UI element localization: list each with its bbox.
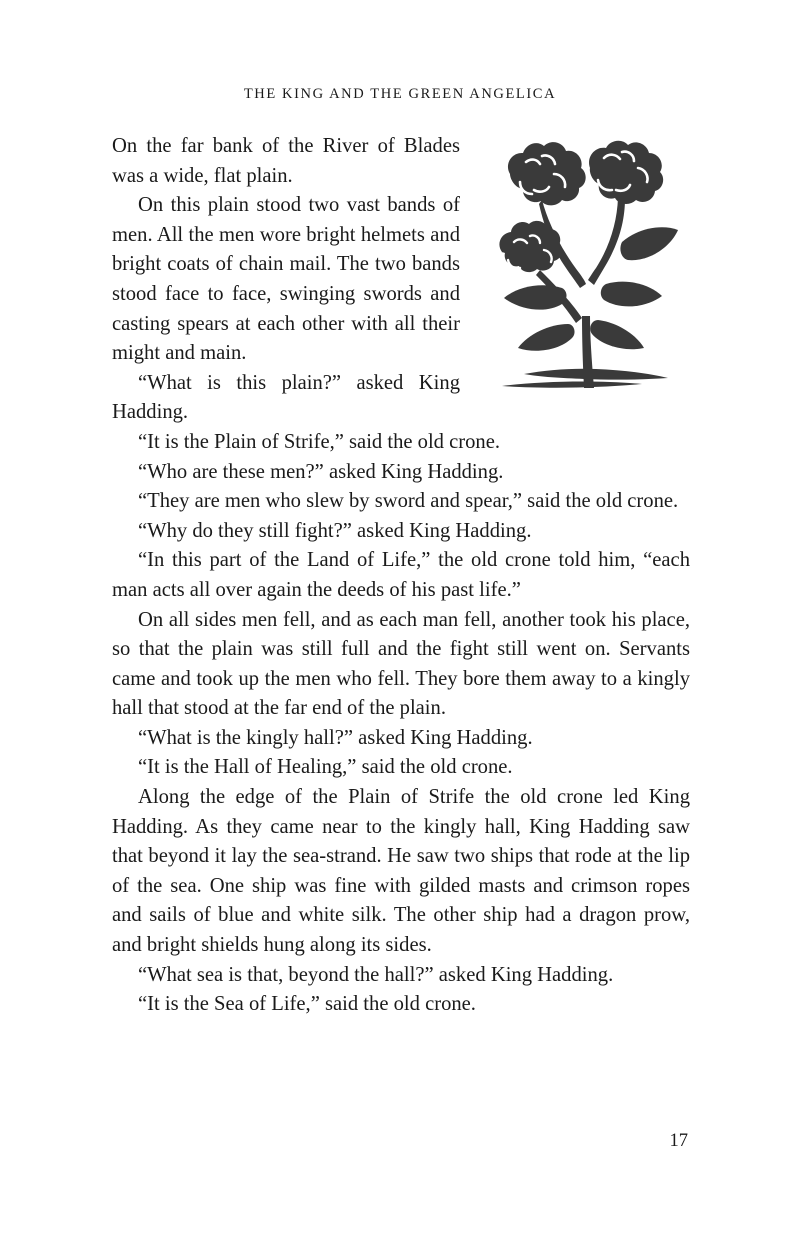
paragraph-9: On all sides men fell, and as each man fell, another took his place, so that the plain was still full and the fight still went on. Servants came and took up the men who fell. They bore them away to a kingly hall that stood at the far end of the plain. xyxy=(112,608,690,720)
flowering-plant-woodcut-illustration xyxy=(482,134,690,402)
paragraph-8: “In this part of the Land of Life,” the old crone told him, “each man acts all over again the deeds of his past life.” xyxy=(112,549,690,601)
paragraph-13: “What sea is that, beyond the hall?” asked King Hadding. xyxy=(138,963,614,986)
paragraph-3: “What is this plain?” asked King Hadding. xyxy=(112,371,460,424)
paragraph-12: Along the edge of the Plain of Strife the old crone led King Hadding. As they came near to the kingly hall, King Hadding saw that beyond it lay the sea-strand. He saw two ships that rode at the lip of the sea. One ship was fine with gilded masts and crimson ropes and sails of blue and white silk. The other ship had a dragon prow, and bright shields hung along its sides. xyxy=(112,786,690,957)
page-number: 17 xyxy=(669,1131,688,1151)
paragraph-11: “It is the Hall of Healing,” said the old crone. xyxy=(138,756,513,779)
paragraph-1: On the far bank of the River of Blades was a wide, flat plain. xyxy=(112,135,460,187)
paragraph-5: “Who are these men?” asked King Hadding. xyxy=(138,460,504,483)
paragraph-14: “It is the Sea of Life,” said the old crone. xyxy=(138,993,476,1016)
paragraph-7: “Why do they still fight?” asked King Hadding. xyxy=(138,519,532,542)
running-head: THE KING AND THE GREEN ANGELICA xyxy=(243,86,557,102)
paragraph-2: On this plain stood two vast bands of men. All the men wore bright helmets and bright coats of chain mail. The two bands stood face to face, swinging swords and casting spears at each other with all their might and main. xyxy=(112,194,460,365)
paragraph-10: “What is the kingly hall?” asked King Hadding. xyxy=(138,726,533,749)
page-body xyxy=(112,132,690,1020)
paragraph-6: “They are men who slew by sword and spear,” said the old crone. xyxy=(138,490,679,513)
paragraph-4: “It is the Plain of Strife,” said the old crone. xyxy=(138,430,501,453)
